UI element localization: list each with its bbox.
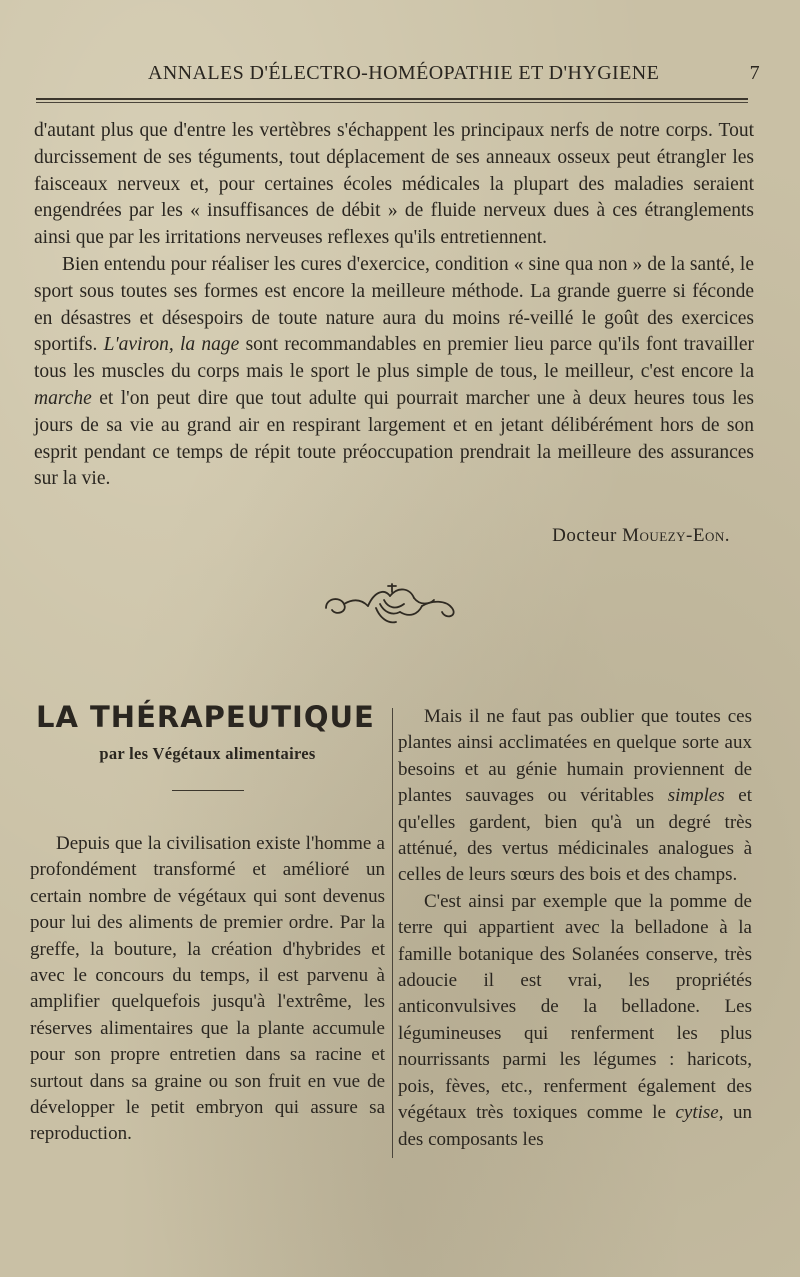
running-header (140, 58, 760, 92)
emphasis-aviron-nage: L'aviron, la nage (103, 334, 240, 356)
emphasis-cytise: cytise (675, 1102, 719, 1124)
intro-text (34, 118, 754, 493)
article-left-paragraph: Depuis que la civilisation existe l'homme a profondément transformé et amélioré un certain nombre de végétaux qui sont devenus pour lui des aliments de premier ordre. Par la greffe, la bouture, la création d'hybrides et avec le concours du temps, il est parvenu à amplifier quelquefois jusqu'à l'extrême, les réserves alimentaires que la plante accumule pour son propre entretien dans sa racine et surtout dans sa graine ou son fruit en vue de développer le petit embryon qui assure sa reproduction. (30, 833, 385, 1145)
header-rule (36, 98, 748, 100)
column-divider (392, 708, 393, 1158)
emphasis-marche: marche (34, 387, 92, 409)
decorative-ornament-icon (318, 578, 468, 632)
journal-title: ANNALES D'ÉLECTRO-HOMÉOPATHIE ET D'HYGIENE (148, 62, 660, 84)
article-title: LA THÉRAPEUTIQUE (36, 700, 375, 734)
intro-paragraph-1: d'autant plus que d'entre les vertèbres s'échappent les principaux nerfs de notre corps. Tout durcissement de ses téguments, tout déplacement de ses anneaux osseux peut étrangler les faisceaux nerveux et, pour certaines écoles médicales la plupart des maladies seraient engendrées par les « insuffisances de débit » de fluide nerveux dues à ces étranglements ainsi que par les irritations nerveuses reflexes qu'ils entretiennent. (34, 120, 754, 249)
author-signature: Docteur Mouezy-Eon. (552, 525, 730, 546)
emphasis-simples: simples (667, 785, 725, 807)
subtitle-rule (172, 790, 244, 791)
article-right-column (398, 704, 752, 1153)
header-rule-thin (36, 102, 748, 103)
page-number: 7 (749, 62, 760, 84)
article-subtitle: par les Végétaux alimentaires (99, 744, 316, 763)
article-left-column (30, 700, 385, 1148)
author-name: Mouezy-Eon. (622, 525, 730, 546)
article-right-paragraph-1: Mais il ne faut pas oublier que toutes ces plantes ainsi acclimatées en quelque sorte aux besoins et au génie humain proviennent de plantes sauvages ou véritables simples et qu'elles gardent, bien qu'à un degré très atténué, des vertus médicinales analogues à celles de leurs sœurs des bois et des champs. (398, 706, 753, 886)
article-right-paragraph-2: C'est ainsi par exemple que la pomme de terre qui appartient avec la belladone à la famille botanique des Solanées conserve, très adoucie il est vrai, les propriétés anticonvulsives de la belladone. Les légumineuses qui renferment les plus nourrissants parmi les légumes : haricots, pois, fèves, etc., renferment également des végétaux très toxiques comme le cytise, un des composants les (398, 890, 752, 1150)
intro-paragraph-2: Bien entendu pour réaliser les cures d'exercice, condition « sine qua non » de la santé, le sport sous toutes ses formes est encore la meilleure méthode. La grande guerre si féconde en désastres et désespoirs de toute nature aura du moins ré-veillé le goût des exercices sportifs. L'aviron, la nage sont recommandables en premier lieu parce qu'ils font travailler tous les muscles du corps mais le sport le plus simple de tous, le meilleur, c'est encore la marche et l'on peut dire que tout adulte qui pourrait marcher une à deux heures tous les jours de sa vie au grand air en respirant largement et en jetant délibérément hors de son esprit pendant ce temps de répit toute préoccupation prendrait la meilleure des assurances sur la vie. (34, 253, 755, 490)
